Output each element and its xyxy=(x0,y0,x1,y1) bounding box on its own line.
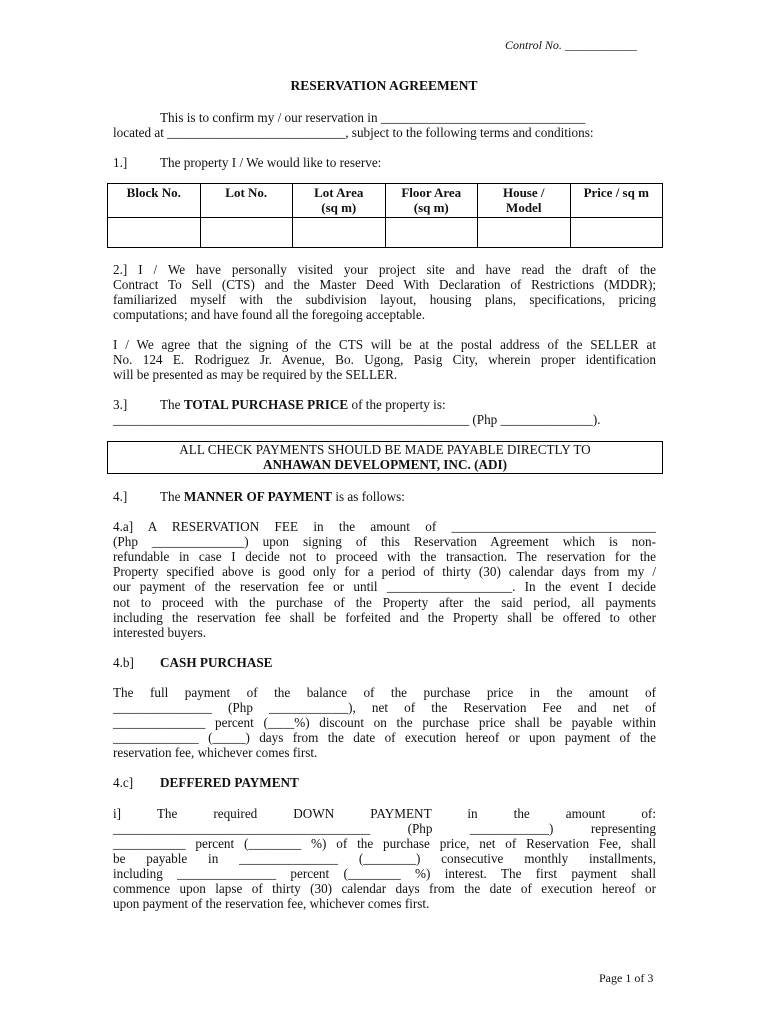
section-2b-line-3: will be presented as may be required by the SELLER. xyxy=(113,367,398,382)
section-4c-line-4: be payable in _______________ (________) consecutive monthly installments, xyxy=(113,851,656,866)
section-3-pre: The xyxy=(160,397,184,412)
notice-line-2: ANHAWAN DEVELOPMENT, INC. (ADI) xyxy=(262,457,508,472)
section-4b-number: 4.b] xyxy=(113,655,134,670)
section-4b-line-4: _____________ (_____) days from the date of execution hereof or upon payment of the xyxy=(113,730,656,745)
table-header-cell: Lot No. xyxy=(200,184,293,218)
table-cell-block[interactable] xyxy=(108,218,201,248)
check-payment-notice xyxy=(107,441,663,474)
table-header-cell: Lot Area (sq m) xyxy=(293,184,386,218)
table-header-cell: Floor Area (sq m) xyxy=(385,184,478,218)
total-purchase-price-label: TOTAL PURCHASE PRICE xyxy=(183,397,349,412)
section-3-post: of the property is: xyxy=(348,397,446,412)
cash-purchase-heading: CASH PURCHASE xyxy=(160,655,273,670)
section-4-number: 4.] xyxy=(113,489,128,504)
page-title: RESERVATION AGREEMENT xyxy=(290,78,478,93)
section-4a-line-4: Property specified above is good only for a period of thirty (30) calendar days from my / xyxy=(113,564,656,579)
intro-line-2: located at ___________________________, subject to the following terms and conditions: xyxy=(113,125,594,140)
intro-line-1: This is to confirm my / our reservation in _______________________________ xyxy=(160,110,586,125)
section-1-number: 1.] xyxy=(113,155,128,170)
section-1-text: The property I / We would like to reserve: xyxy=(160,155,382,170)
section-2-line-3: familiarized myself with the subdivision layout, housing plans, specifications, pricing xyxy=(113,292,656,307)
section-4-post: is as follows: xyxy=(332,489,405,504)
property-table xyxy=(107,183,663,248)
notice-line-1: ALL CHECK PAYMENTS SHOULD BE MADE PAYABLE DIRECTLY TO xyxy=(179,442,591,457)
table-header-cell: Price / sq m xyxy=(570,184,663,218)
section-4c-line-6: commence upon lapse of thirty (30) calendar days from the date of execution hereof or xyxy=(113,881,656,896)
section-4b-heading xyxy=(113,655,656,670)
table-cell-floor-area[interactable] xyxy=(385,218,478,248)
section-2b-line-1: I / We agree that the signing of the CTS will be at the postal address of the SELLER at xyxy=(113,337,656,352)
section-2b-line-2: No. 124 E. Rodriguez Jr. Avenue, Bo. Ugong, Pasig City, wherein proper identification xyxy=(113,352,656,367)
section-3-number: 3.] xyxy=(113,397,128,412)
section-4a-line-7: including the reservation fee shall be forfeited and the Property shall be offered to other xyxy=(113,610,656,625)
section-4c-line-1: i] The required DOWN PAYMENT in the amount of: xyxy=(113,806,656,821)
table-cell-lot-area[interactable] xyxy=(293,218,386,248)
section-4a-line-5: our payment of the reservation fee or until ___________________. In the event I decide xyxy=(113,579,656,594)
section-1 xyxy=(113,155,656,170)
section-3 xyxy=(113,397,656,412)
section-4b-line-3: ______________ percent (____%) discount on the purchase price shall be payable within xyxy=(113,715,656,730)
table-cell-house-model[interactable] xyxy=(478,218,571,248)
section-4c-line-7: upon payment of the reservation fee, whichever comes first. xyxy=(113,896,430,911)
table-header-row xyxy=(108,184,663,218)
section-4b-line-5: reservation fee, whichever comes first. xyxy=(113,745,318,760)
section-2-line-1: 2.] I / We have personally visited your project site and have read the draft of the xyxy=(113,262,656,277)
section-4a-line-1: 4.a] A RESERVATION FEE in the amount of _______________________________ xyxy=(113,519,656,534)
section-4c-heading xyxy=(113,775,656,790)
section-2-line-2: Contract To Sell (CTS) and the Master Deed With Declaration of Restrictions (MDDR); xyxy=(113,277,656,292)
section-4c-line-3: ___________ percent (________ %) of the purchase price, net of Reservation Fee, shall xyxy=(113,836,656,851)
section-3-amount-line: ______________________________________________________ (Php ______________). xyxy=(113,412,601,427)
section-4c-line-2: _______________________________________ (Php ____________) representing xyxy=(113,821,656,836)
page-number: Page 1 of 3 xyxy=(599,971,654,985)
section-4b-line-2: _______________ (Php ____________), net of the Reservation Fee and net of xyxy=(113,700,656,715)
section-4c-number: 4.c] xyxy=(113,775,134,790)
table-header-cell: Block No. xyxy=(108,184,201,218)
manner-of-payment-label: MANNER OF PAYMENT xyxy=(183,489,333,504)
section-4a-line-2: (Php ______________) upon signing of this Reservation Agreement which is non- xyxy=(113,534,656,549)
section-4b-line-1: The full payment of the balance of the purchase price in the amount of xyxy=(113,685,656,700)
table-cell-lot[interactable] xyxy=(200,218,293,248)
section-4 xyxy=(113,489,656,504)
section-4a-line-6: not to proceed with the purchase of the Property after the said period, all payments xyxy=(113,595,656,610)
table-row xyxy=(108,218,663,248)
table-cell-price[interactable] xyxy=(570,218,663,248)
section-4c-line-5: including _______________ percent (________ %) interest. The first payment shall xyxy=(113,866,656,881)
deferred-payment-heading: DEFFERED PAYMENT xyxy=(160,775,299,790)
control-number: Control No. ____________ xyxy=(505,38,637,52)
section-4-pre: The xyxy=(160,489,184,504)
table-header-cell: House / Model xyxy=(478,184,571,218)
section-4a-line-3: refundable in case I decide not to proceed with the transaction. The reservation for the xyxy=(113,549,656,564)
section-4a-line-8: interested buyers. xyxy=(113,625,207,640)
section-2-line-4: computations; and have found all the foregoing acceptable. xyxy=(113,307,425,322)
